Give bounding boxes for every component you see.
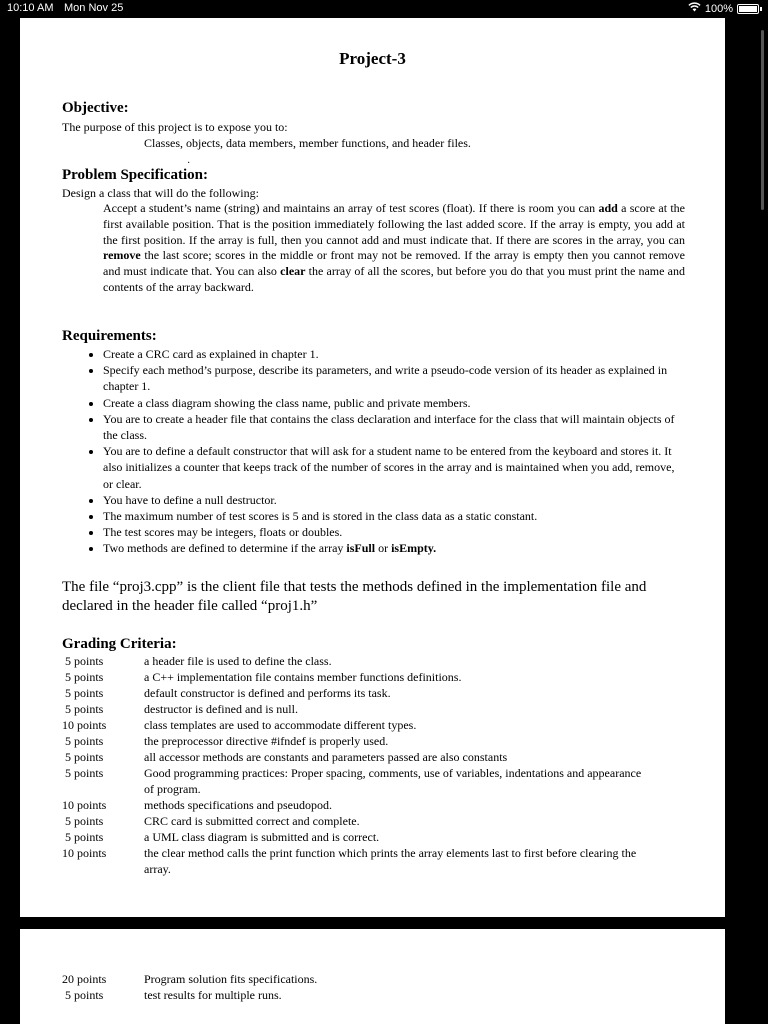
battery-tip-icon [760, 7, 762, 11]
grading-heading: Grading Criteria: [62, 636, 177, 652]
list-item: • You are to define a default constructor that will ask for a student name to be entered from the keyboard and stores it. It also initializes a counter that keeps track of the number of scores in the array and is maintained when you add, remove, or clear. [103, 443, 685, 492]
client-file-text: The file “proj3.cpp” is the client file that tests the methods defined in the implementation file and declared in the header file called “proj1.h” [62, 579, 647, 614]
points-value: 5 points [62, 830, 104, 844]
list-item: • Create a CRC card as explained in chapter 1. [103, 346, 685, 362]
table-row [62, 685, 654, 701]
battery-icon [737, 4, 759, 14]
table-row [62, 813, 654, 829]
criteria-description: Good programming practices: Proper spacing, comments, use of variables, indentations and appearance of program. [144, 766, 642, 796]
list-item: • Create a class diagram showing the class name, public and private members. [103, 395, 685, 411]
table-row [62, 845, 654, 877]
requirements-list [62, 346, 685, 557]
table-row [62, 717, 654, 733]
page-title: Project-3 [339, 49, 406, 68]
status-time: 10:10 AM [7, 2, 54, 14]
document-page-2 [20, 929, 725, 1024]
wifi-icon [688, 2, 701, 15]
document-page-1 [20, 18, 725, 917]
points-value: 5 points [62, 734, 104, 748]
table-row [62, 797, 654, 813]
points-value: 5 points [62, 702, 104, 716]
points-value: 5 points [62, 750, 104, 764]
table-row [62, 987, 654, 1003]
criteria-description: all accessor methods are constants and parameters passed are also constants [144, 750, 508, 764]
list-item: • You are to create a header file that contains the class declaration and interface for the class that will maintain objects of the class. [103, 411, 685, 443]
table-row [62, 733, 654, 749]
criteria-description: CRC card is submitted correct and complete. [144, 814, 360, 828]
points-value: 5 points [62, 814, 104, 828]
criteria-description: a UML class diagram is submitted and is correct. [144, 830, 380, 844]
table-row [62, 701, 654, 717]
table-row [62, 669, 654, 685]
objective-intro: The purpose of this project is to expose you to: [62, 120, 288, 134]
points-value: 20 points [62, 972, 107, 986]
criteria-description: test results for multiple runs. [144, 988, 282, 1002]
table-row [62, 765, 654, 797]
criteria-description: the clear method calls the print function which prints the array elements last to first before clearing the array. [144, 846, 637, 876]
status-right [688, 2, 762, 15]
problem-intro: Design a class that will do the following: [62, 186, 259, 200]
status-bar [0, 0, 768, 18]
table-row [62, 971, 654, 987]
list-item: • Two methods are defined to determine if the array isFull or isEmpty. [103, 540, 685, 556]
problem-heading: Problem Specification: [62, 167, 208, 183]
list-item: • The maximum number of test scores is 5 and is stored in the class data as a static constant. [103, 508, 685, 524]
criteria-description: class templates are used to accommodate different types. [144, 718, 417, 732]
points-value: 5 points [62, 988, 104, 1002]
objective-item: Classes, objects, data members, member functions, and header files. [144, 136, 471, 150]
points-value: 10 points [62, 798, 107, 812]
battery-percent: 100% [704, 2, 733, 15]
table-row [62, 829, 654, 845]
list-item: • You have to define a null destructor. [103, 492, 685, 508]
points-value: 10 points [62, 718, 107, 732]
points-value: 5 points [62, 670, 104, 684]
problem-text: Accept a student’s name (string) and maintains an array of test scores (float). If there is room you can add a score at the first available position. That is the position immediately following the last added score. If the array is empty, you add at the first position. If the array is full, then you cannot add and must indicate that. If there are scores in the array, you can remove the last score; scores in the middle or front may not be removed. If the array is empty then you cannot remove and must indicate that. You can also clear the array of all the scores, but before you do that you must print the name and contents of the array backward. [103, 201, 686, 294]
table-row [62, 749, 654, 765]
table-row [62, 653, 654, 669]
points-value: 5 points [62, 654, 104, 668]
criteria-description: destructor is defined and is null. [144, 702, 298, 716]
stray-dot: · [187, 158, 191, 169]
list-item: • The test scores may be integers, floats or doubles. [103, 524, 685, 540]
criteria-description: Program solution fits specifications. [144, 972, 318, 986]
criteria-description: a header file is used to define the class. [144, 654, 332, 668]
criteria-description: a C++ implementation file contains member functions definitions. [144, 670, 462, 684]
status-date: Mon Nov 25 [64, 2, 124, 14]
list-item: • Specify each method’s purpose, describe its parameters, and write a pseudo-code version of its header as explained in chapter 1. [103, 362, 685, 394]
requirements-heading: Requirements: [62, 328, 157, 344]
scrollbar[interactable] [761, 30, 764, 210]
points-value: 5 points [62, 766, 104, 780]
criteria-description: the preprocessor directive #ifndef is properly used. [144, 734, 389, 748]
points-value: 10 points [62, 846, 107, 860]
criteria-description: default constructor is defined and performs its task. [144, 686, 391, 700]
criteria-description: methods specifications and pseudopod. [144, 798, 332, 812]
objective-heading: Objective: [62, 100, 129, 116]
points-value: 5 points [62, 686, 104, 700]
